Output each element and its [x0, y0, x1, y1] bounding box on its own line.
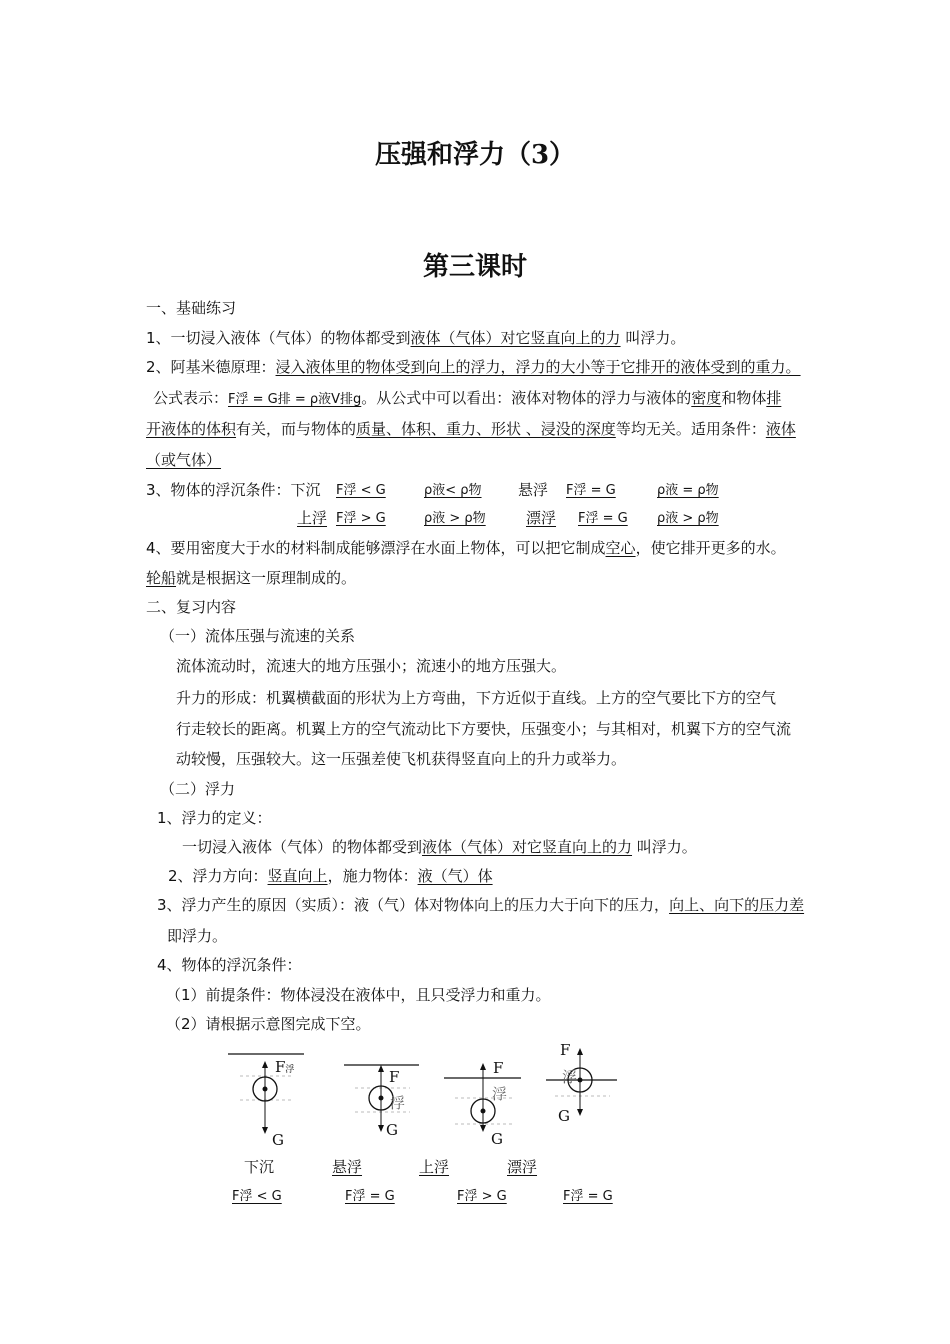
fig3-fu-label: 浮 — [492, 1085, 508, 1103]
fig3-f-label: F — [493, 1059, 504, 1077]
subheading-1: （一）流体压强与流速的关系 — [160, 627, 356, 645]
relation-float: F浮 = G — [563, 1189, 613, 1204]
fig3-g-label: G — [491, 1130, 503, 1148]
caption-suspend: 悬浮 — [332, 1158, 363, 1176]
para-2: 升力的形成：机翼横截面的形状为上方弯曲，下方近似于直线。上方的空气要比下方的空气 — [176, 689, 777, 707]
fig1-f-label: F浮 — [275, 1058, 295, 1076]
line-1: 1、一切浸入液体（气体）的物体都受到液体（气体）对它竖直向上的力 叫浮力。 — [146, 329, 686, 347]
line-4: 开液体的体积有关，而与物体的质量、体积、重力、形状 、浸没的深度等均无关。适用条件：液体 — [146, 420, 796, 438]
def-4-b: （2）请根据示意图完成下空。 — [166, 1015, 371, 1033]
def-2: 2、浮力方向：竖直向上，施力物体：液（气）体 — [168, 867, 493, 885]
caption-float: 漂浮 — [507, 1158, 538, 1176]
caption-rise: 上浮 — [419, 1158, 450, 1176]
para-1: 流体流动时，流速大的地方压强小；流速小的地方压强大。 — [176, 657, 567, 675]
section-heading-1: 一、基础练习 — [146, 299, 237, 317]
line-2: 2、阿基米德原理：浸入液体里的物体受到向上的浮力，浮力的大小等于它排开的液体受到的重力。 — [146, 358, 801, 376]
sink-force: F浮 < G — [336, 483, 386, 498]
float-label: 漂浮 — [526, 509, 557, 527]
def-1: 1、浮力的定义： — [157, 809, 272, 827]
subheading-2: （二）浮力 — [160, 780, 236, 798]
para-4: 动较慢，压强较大。这一压强差使飞机获得竖直向上的升力或举力。 — [176, 750, 627, 768]
fig2-g-label: G — [386, 1121, 398, 1139]
para-3: 行走较长的距离。机翼上方的空气流动比下方要快，压强变小；与其相对，机翼下方的空气流 — [176, 720, 792, 738]
def-3: 3、浮力产生的原因（实质）：液（气）体对物体向上的压力大于向下的压力，向上、向下的压力差 — [157, 896, 805, 914]
fig4-g-label: G — [558, 1107, 570, 1125]
line-6: 3、物体的浮沉条件：下沉 — [146, 481, 321, 499]
rise-label: 上浮 — [297, 509, 328, 527]
diagram-suspend — [344, 1065, 419, 1132]
fig1-g-label: G — [272, 1131, 284, 1149]
fig2-f-label: F — [389, 1068, 400, 1086]
caption-sink: 下沉 — [244, 1158, 275, 1176]
relation-sink: F浮 < G — [232, 1189, 282, 1204]
relation-suspend: F浮 = G — [345, 1189, 395, 1204]
page-subtitle: 第三课时 — [422, 252, 527, 282]
line-8: 4、要用密度大于水的材料制成能够漂浮在水面上物体，可以把它制成空心，使它排开更多的水。 — [146, 539, 786, 557]
def-1-text: 一切浸入液体（气体）的物体都受到液体（气体）对它竖直向上的力 叫浮力。 — [182, 838, 697, 856]
diagram-rise — [444, 1063, 521, 1132]
diagram-float — [546, 1048, 617, 1116]
line-9: 轮船就是根据这一原理制成的。 — [146, 569, 357, 587]
def-4: 4、物体的浮沉条件： — [157, 956, 302, 974]
rise-force: F浮 > G — [336, 511, 386, 526]
fig4-f-label: F — [560, 1041, 571, 1059]
section-heading-2: 二、复习内容 — [146, 598, 237, 616]
fig4-fu-label: 浮 — [562, 1068, 578, 1086]
line-5: （或气体） — [146, 451, 222, 469]
relation-rise: F浮 > G — [457, 1189, 507, 1204]
float-force: F浮 = G — [578, 511, 628, 526]
def-4-a: （1）前提条件：物体浸没在液体中，且只受浮力和重力。 — [166, 986, 551, 1004]
fig2-fu-label: 浮 — [390, 1094, 406, 1112]
suspend-label: 悬浮 — [518, 481, 549, 499]
float-density: ρ液 > ρ物 — [657, 511, 719, 526]
suspend-force: F浮 = G — [566, 483, 616, 498]
def-3-cont: 即浮力。 — [167, 927, 228, 945]
page-title: 压强和浮力（3） — [374, 140, 576, 170]
rise-density: ρ液 > ρ物 — [424, 511, 486, 526]
line-3: 公式表示：F浮 = G排 = ρ液V排g。从公式中可以看出：液体对物体的浮力与液体的密度和物体排 — [153, 389, 782, 407]
sink-density: ρ液< ρ物 — [424, 483, 482, 498]
suspend-density: ρ液 = ρ物 — [657, 483, 719, 498]
